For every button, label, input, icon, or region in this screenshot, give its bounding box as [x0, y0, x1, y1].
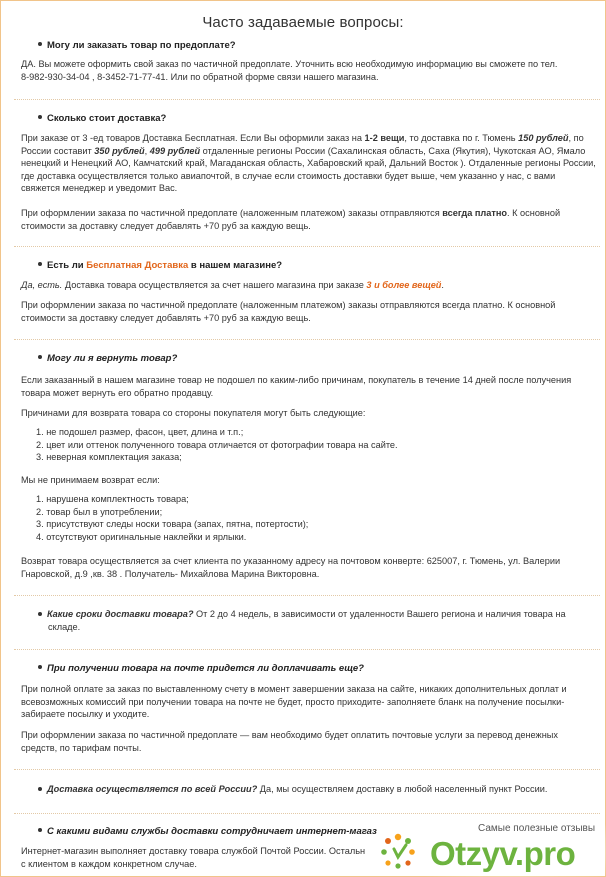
faq-answer-return: Если заказанный в нашем магазине товар не подошел по каким-либо причинам, покупатель в течение 14 дней после получения товара может вернуть его обратно продавцу. — [21, 375, 572, 398]
return-address: Возврат товара осуществляется за счет клиента по указанному адресу на почтовом конверте: 625007, г. Тюмень, ул. Валерии Гнаровской, д.9 ,кв. 38 . Получатель- Михайлова Марина Викторовна. — [21, 556, 561, 579]
faq-answer-free-delivery-partial: При оформлении заказа по частичной предоплате (наложенным платежом) заказы отправляются всегда платно. К основной стоимости за доставку следует добавлять +70 руб за каждую вещь. — [21, 300, 556, 323]
faq-answer-delivery-services: Интернет-магазин выполняет доставку товара службой Почтой России. Остальн с клиентом в каждом конкретном случае. — [21, 846, 366, 869]
divider — [14, 769, 600, 770]
faq-question-delivery-services[interactable]: С какими видами службы доставки сотрудничает интернет-магаз — [38, 826, 377, 837]
faq-question-delivery-time[interactable]: Какие сроки доставки товара? — [47, 609, 194, 619]
list-item: 3. неверная комплектация заказа; — [36, 452, 182, 463]
no-return-intro: Мы не принимаем возврат если: — [21, 475, 160, 485]
bullet-icon — [38, 262, 42, 266]
list-item: 3. присутствуют следы носки товара (запах, пятна, потертости); — [36, 519, 309, 530]
no-return-list — [36, 493, 308, 543]
bullet-icon — [38, 42, 42, 46]
bullet-icon — [38, 115, 42, 119]
list-item: 2. товар был в употреблении; — [36, 506, 163, 517]
faq-answer-prepayment: ДА. Вы можете оформить свой заказ по частичной предоплате. Уточнить всю необходимую информацию вы сможете по тел. 8-982-930-34-04 , 8-3452-71-77-41. Или по обратной форме связи нашего магазина. — [21, 59, 558, 82]
list-item: 1. не подошел размер, фасон, цвет, длина и т.п.; — [36, 427, 244, 437]
faq-answer-delivery-partial: При оформлении заказа по частичной предоплате (наложенным платежом) заказы отправляются всегда платно. К основной стоимости за доставку следует добавлять +70 руб за каждую вещь. — [21, 208, 561, 231]
list-item: 2. цвет или оттенок полученного товара отличается от фотографии товара на сайте. — [36, 439, 398, 450]
divider — [14, 246, 600, 247]
bullet-icon — [38, 612, 42, 616]
divider — [14, 595, 600, 596]
faq-answer-extra-payment: При полной оплате за заказ по выставленному счету в момент завершении заказа на сайте, никаких дополнительных доплат и всевозможных комиссий при получении товара на почте не будет, просто приходите- заполняете бланк на получение посылки- забираете посылку и уходите. — [21, 684, 567, 720]
faq-russia-delivery: Доставка осуществляется по всей России? Да, мы осуществляем доставку в любой населенный пункт России. — [38, 783, 598, 796]
faq-question-prepayment[interactable]: Могу ли заказать товар по предоплате? — [38, 40, 236, 51]
divider — [14, 99, 600, 100]
faq-answer-extra-payment-partial: При оформлении заказа по частичной предоплате — вам необходимо будет оплатить почтовые услуги за перевод денежных средств, по тарифам почты. — [21, 730, 558, 753]
list-item: 1. нарушена комплектность товара; — [36, 494, 189, 504]
bullet-icon — [38, 828, 42, 832]
watermark-brand: Otzyv.pro — [430, 835, 576, 872]
faq-question-extra-payment[interactable]: При получении товара на почте придется ли доплачивать еще? — [38, 663, 364, 674]
faq-question-delivery-cost[interactable]: Сколько стоит доставка? — [38, 113, 166, 124]
faq-question-free-delivery[interactable]: Есть ли Беcплатная Доставка в нашем магазине? — [38, 260, 282, 271]
divider — [14, 339, 600, 340]
faq-question-return[interactable]: Могу ли я вернуть товар? — [38, 353, 177, 364]
bullet-icon — [38, 355, 42, 359]
divider — [14, 649, 600, 650]
free-delivery-link[interactable]: Беcплатная Доставка — [86, 260, 189, 271]
faq-answer-delivery-cost: При заказе от 3 -ед товаров Доставка Беcплатная. Если Вы оформили заказ на 1-2 вещи, то доставка по г. Тюмень 150 рублей, по России составит 350 рублей, 499 рублей отдаленные регионы России (Сахалинская область, Саха (Якутия), Чукотская АО, Ямало ненецкий и Ненецкий АО, Камчатский край, Магаданская область, Хабаровский край, Дальний Восток ). Отдаленные регионы России, где доставка осуществляется только авиапочтой, в случае если стоимость доставки будет выше, чем указанно у нас, с вами свяжется менеджер и уведомит Вас. — [21, 133, 596, 194]
divider — [14, 813, 600, 814]
faq-answer-free-delivery: Да, есть. Доставка товара осуществляется за счет нашего магазина при заказе 3 и более вещей. — [21, 280, 444, 290]
watermark-tagline: Самые полезные отзывы — [478, 823, 596, 834]
return-reasons-list — [36, 426, 398, 464]
return-reasons-intro: Причинами для возврата товара со стороны покупателя могут быть следующие: — [21, 408, 366, 418]
faq-delivery-time: Какие сроки доставки товара? От 2 до 4 недель, в зависимости от удаленности Вашего региона и наличия товара на складе. — [38, 608, 598, 633]
page-title: Часто задаваемые вопросы: — [202, 14, 404, 31]
list-item: 4. отсутствуют оригинальные наклейки и ярлыки. — [36, 531, 247, 542]
bullet-icon — [38, 665, 42, 669]
bullet-icon — [38, 787, 42, 791]
faq-question-russia-delivery[interactable]: Доставка осуществляется по всей России? — [47, 784, 258, 794]
